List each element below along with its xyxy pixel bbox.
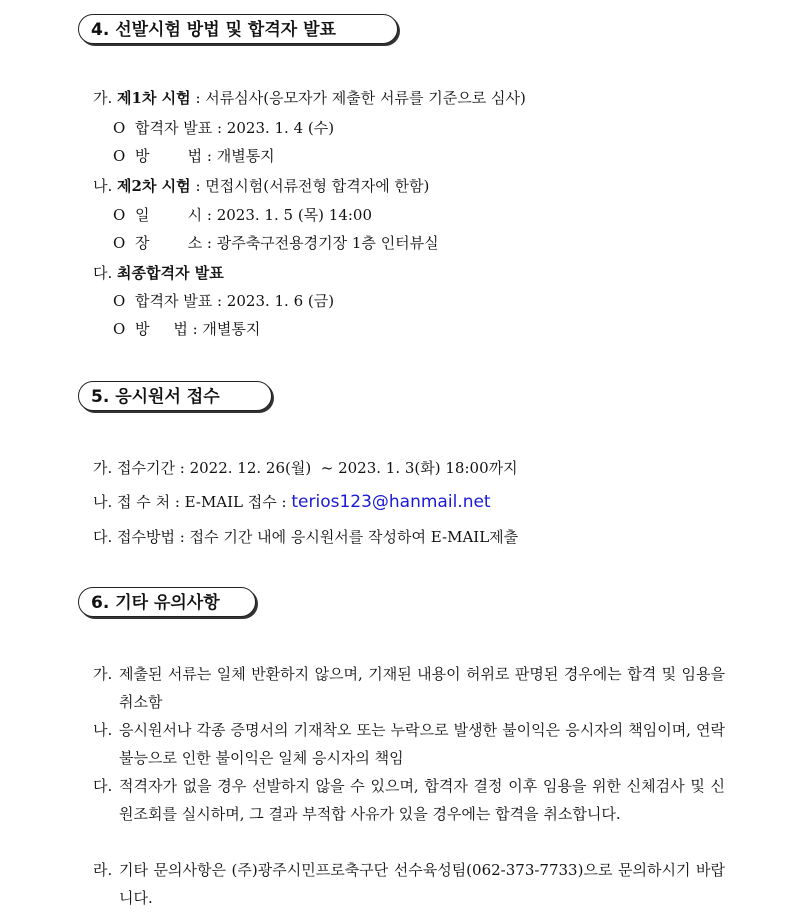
sec4-da-title: 최종합격자 발표 [117, 264, 224, 282]
sec4-na-item-2 [113, 233, 439, 253]
sec4-da-line [93, 263, 224, 283]
sec6-item-1 [93, 660, 725, 716]
sec5-item-3-text: 접수방법 : 접수 기간 내에 응시원서를 작성하여 E-MAIL제출 [117, 528, 519, 546]
sec5-item-2 [93, 492, 491, 512]
sec4-da-item-2 [113, 319, 260, 339]
section-6-title: 6. 기타 유의사항 [78, 587, 256, 617]
sec5-item-3-label: 다. [93, 528, 113, 546]
sec6-item-3-label: 다. [93, 777, 113, 795]
sec6-item-4-label: 라. [93, 861, 113, 879]
sec4-da-item-2-text: 방 법 : 개별통지 [135, 320, 261, 338]
bullet-circle-icon: O [113, 147, 126, 165]
sec6-item-4 [93, 856, 725, 912]
sec6-item-4-text: 기타 문의사항은 (주)광주시민프로축구단 선수육성팀(062-373-7733)으로 문의하시기 바랍니다. [119, 861, 725, 907]
sec4-ga-line [93, 88, 526, 108]
sec5-item-1 [93, 458, 518, 478]
sec5-item-3 [93, 527, 518, 547]
bullet-circle-icon: O [113, 320, 126, 338]
sec4-da-item-1 [113, 291, 334, 311]
sec5-item-1-label: 가. [93, 459, 113, 477]
sec5-item-2-text: 접 수 처 : E-MAIL 접수 : [117, 493, 292, 511]
sec6-item-3 [93, 772, 725, 828]
section-4-title: 4. 선발시험 방법 및 합격자 발표 [78, 14, 398, 44]
sec4-ga-desc: 서류심사(응모자가 제출한 서류를 기준으로 심사) [205, 89, 526, 107]
bullet-circle-icon: O [113, 119, 126, 137]
bullet-circle-icon: O [113, 292, 126, 310]
sec6-item-3-text: 적격자가 없을 경우 선발하지 않을 수 있으며, 합격자 결정 이후 임용을 위한 신체검사 및 신원조회를 실시하며, 그 결과 부적합 사유가 있을 경우에는 합격을 취소합니다. [119, 777, 725, 823]
sec6-item-2-text: 응시원서나 각종 증명서의 기재착오 또는 누락으로 발생한 불이익은 응시자의 책임이며, 연락불능으로 인한 불이익은 일체 응시자의 책임 [119, 721, 725, 767]
sec4-na-sep: : [190, 177, 206, 195]
sec4-ga-item-2 [113, 146, 275, 166]
contact-email-link[interactable]: terios123@hanmail.net [291, 492, 491, 512]
sec6-item-2-label: 나. [93, 721, 113, 739]
sec5-item-1-text: 접수기간 : 2022. 12. 26(월) ~ 2023. 1. 3(화) 18:00까지 [117, 459, 518, 477]
sec4-na-label: 나. [93, 177, 113, 195]
sec6-item-2 [93, 716, 725, 772]
sec4-na-item-2-text: 장 소 : 광주축구전용경기장 1층 인터뷰실 [135, 234, 439, 252]
sec4-ga-item-1-text: 합격자 발표 : 2023. 1. 4 (수) [135, 119, 335, 137]
sec4-na-item-1-text: 일 시 : 2023. 1. 5 (목) 14:00 [135, 206, 373, 224]
sec4-da-label: 다. [93, 264, 113, 282]
sec4-ga-sep: : [190, 89, 206, 107]
bullet-circle-icon: O [113, 234, 126, 252]
section-5-title: 5. 응시원서 접수 [78, 381, 272, 411]
sec4-da-item-1-text: 합격자 발표 : 2023. 1. 6 (금) [135, 292, 335, 310]
sec6-item-1-label: 가. [93, 665, 113, 683]
sec6-item-1-text: 제출된 서류는 일체 반환하지 않으며, 기재된 내용이 허위로 판명된 경우에는 합격 및 임용을 취소함 [119, 665, 725, 711]
sec4-ga-title: 제1차 시험 [117, 89, 191, 107]
sec4-na-title: 제2차 시험 [117, 177, 191, 195]
sec4-na-item-1 [113, 205, 372, 225]
bullet-circle-icon: O [113, 206, 126, 224]
sec4-na-desc: 면접시험(서류전형 합격자에 한함) [205, 177, 430, 195]
sec4-ga-item-1 [113, 118, 334, 138]
sec4-na-line [93, 176, 429, 196]
sec4-ga-label: 가. [93, 89, 113, 107]
sec5-item-2-label: 나. [93, 493, 113, 511]
sec4-ga-item-2-text: 방 법 : 개별통지 [135, 147, 275, 165]
